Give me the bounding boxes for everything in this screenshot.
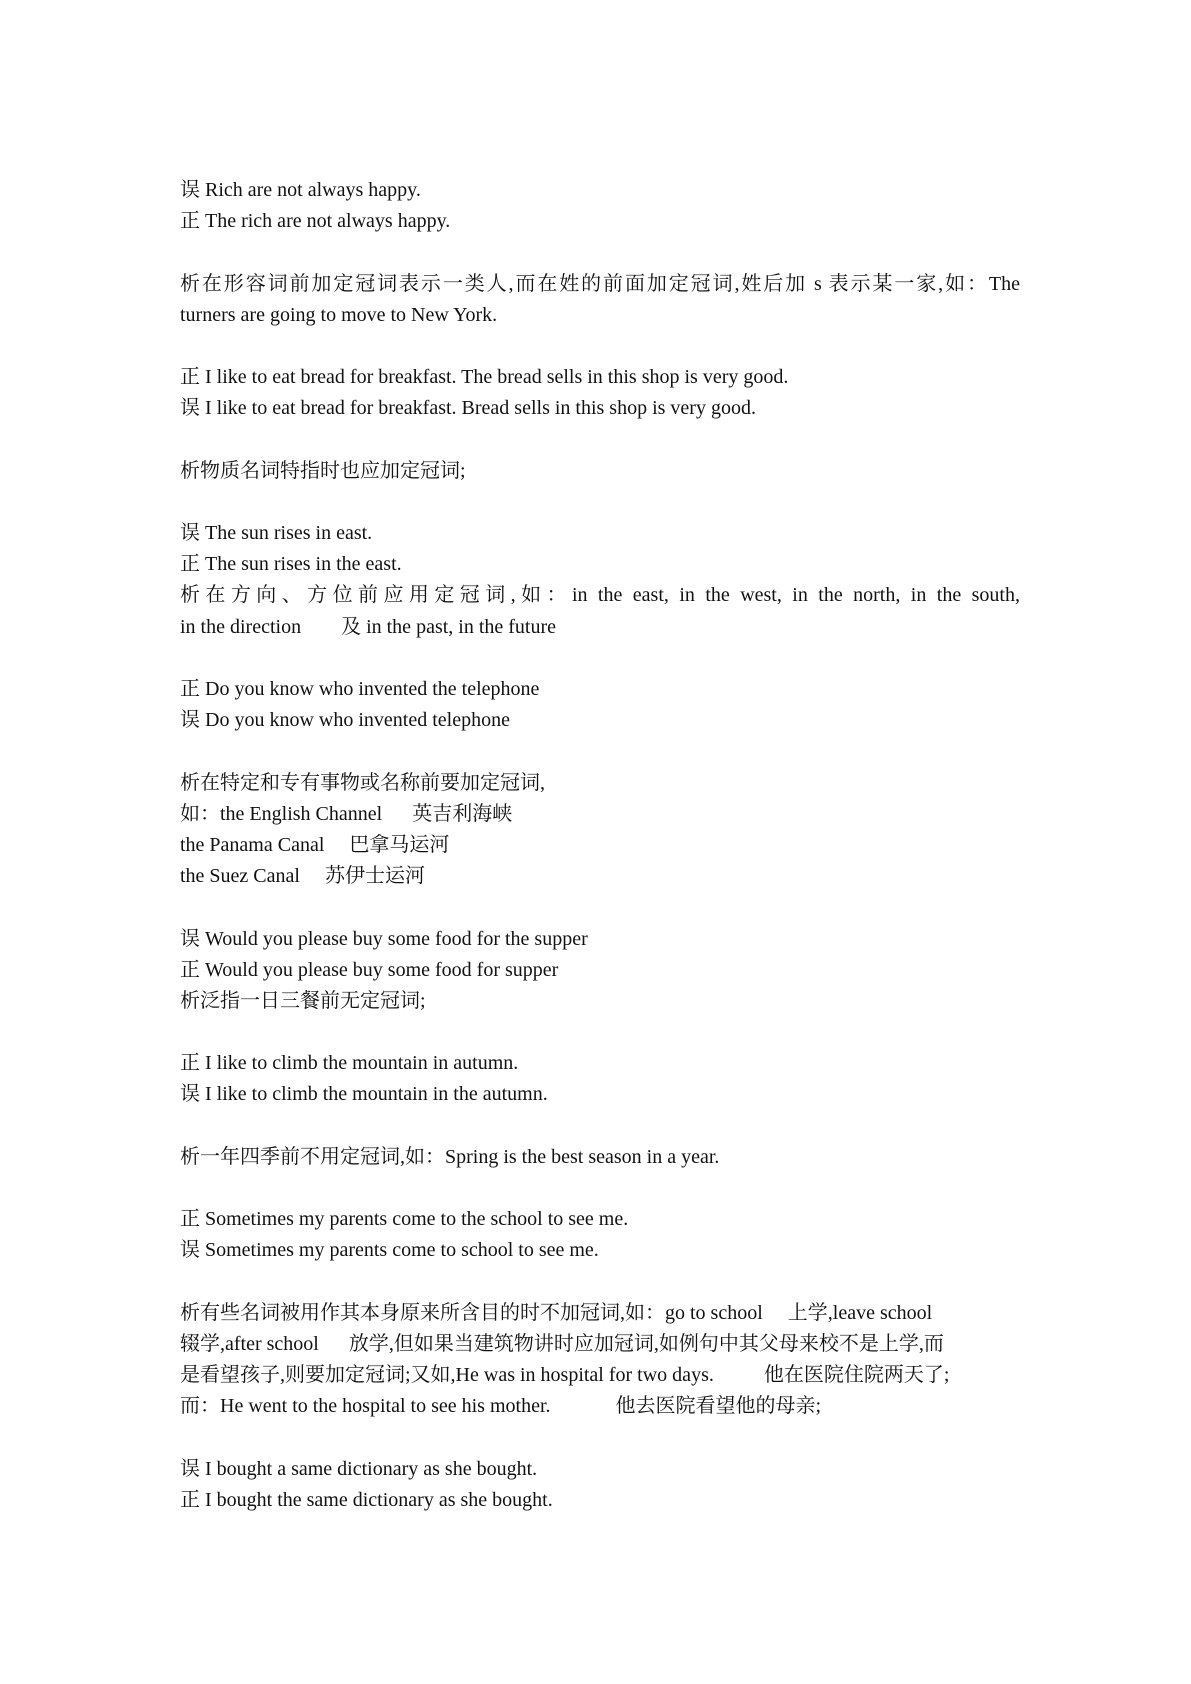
example-term: 如：the English Channel 英吉利海峡 bbox=[180, 802, 513, 825]
analysis-block-5 bbox=[180, 1298, 1020, 1423]
example-term: the Suez Canal 苏伊士运河 bbox=[180, 865, 425, 888]
spacer bbox=[180, 331, 1020, 362]
correct-sentence: 正 Would you please buy some food for supper bbox=[180, 958, 559, 981]
example-block-7 bbox=[180, 1204, 1020, 1266]
correct-sentence: 正 I bought the same dictionary as she bought. bbox=[180, 1488, 553, 1511]
analysis-line: 析物质名词特指时也应加定冠词; bbox=[180, 459, 466, 482]
example-block-6 bbox=[180, 1048, 1020, 1110]
example-block-5 bbox=[180, 924, 1020, 1018]
analysis-line: in the direction 及 in the past, in the future bbox=[180, 615, 557, 638]
spacer bbox=[180, 1173, 1020, 1204]
example-block-8 bbox=[180, 1454, 1020, 1516]
correct-sentence: 正 Sometimes my parents come to the school to see me. bbox=[180, 1208, 629, 1231]
example-block-1 bbox=[180, 175, 1020, 237]
spacer bbox=[180, 425, 1020, 456]
wrong-sentence: 误 I like to climb the mountain in the autumn. bbox=[180, 1083, 548, 1106]
spacer bbox=[180, 1423, 1020, 1454]
analysis-line: 析在形容词前加定冠词表示一类人,而在姓的前面加定冠词,姓后加 s 表示某一家,如：The bbox=[180, 272, 1020, 295]
wrong-sentence: 误 Rich are not always happy. bbox=[180, 179, 421, 201]
analysis-line: turners are going to move to New York. bbox=[180, 303, 498, 326]
spacer bbox=[180, 892, 1020, 923]
analysis-line: 析在方向、方位前应用定冠词,如：in the east, in the west, in the north, in the south, bbox=[180, 584, 1020, 607]
analysis-line: 辍学,after school 放学,但如果当建筑物讲时应加冠词,如例句中其父母来校不是上学,而 bbox=[180, 1332, 944, 1355]
analysis-line: 析泛指一日三餐前无定冠词; bbox=[180, 989, 426, 1012]
wrong-sentence: 误 Would you please buy some food for the supper bbox=[180, 927, 588, 950]
example-block-2 bbox=[180, 362, 1020, 424]
analysis-line: 析在特定和专有事物或名称前要加定冠词, bbox=[180, 771, 545, 794]
spacer bbox=[180, 736, 1020, 767]
spacer bbox=[180, 1267, 1020, 1298]
wrong-sentence: 误 I like to eat bread for breakfast. Bread sells in this shop is very good. bbox=[180, 397, 756, 420]
wrong-sentence: 误 I bought a same dictionary as she bought. bbox=[180, 1457, 538, 1480]
spacer bbox=[180, 643, 1020, 674]
wrong-sentence: 误 The sun rises in east. bbox=[180, 522, 373, 545]
analysis-block-4 bbox=[180, 1142, 1020, 1173]
analysis-line: 析有些名词被用作其本身原来所含目的时不加冠词,如：go to school 上学,leave school bbox=[180, 1301, 933, 1324]
analysis-line: 析一年四季前不用定冠词,如：Spring is the best season in a year. bbox=[180, 1145, 720, 1168]
spacer bbox=[180, 1017, 1020, 1048]
analysis-line: 而：He went to the hospital to see his mother. 他去医院看望他的母亲; bbox=[180, 1395, 822, 1418]
spacer bbox=[180, 487, 1020, 518]
analysis-block-1 bbox=[180, 269, 1020, 331]
example-term: the Panama Canal 巴拿马运河 bbox=[180, 833, 450, 856]
analysis-block-2 bbox=[180, 456, 1020, 487]
wrong-sentence: 误 Do you know who invented telephone bbox=[180, 709, 510, 732]
correct-sentence: 正 I like to climb the mountain in autumn. bbox=[180, 1052, 519, 1075]
spacer bbox=[180, 1111, 1020, 1142]
document-page bbox=[180, 175, 1020, 1516]
analysis-line: 是看望孩子,则要加定冠词;又如,He was in hospital for two days. 他在医院住院两天了; bbox=[180, 1364, 950, 1387]
wrong-sentence: 误 Sometimes my parents come to school to see me. bbox=[180, 1239, 599, 1262]
spacer bbox=[180, 237, 1020, 268]
analysis-block-3 bbox=[180, 768, 1020, 893]
example-block-3 bbox=[180, 518, 1020, 643]
example-block-4 bbox=[180, 674, 1020, 736]
correct-sentence: 正 Do you know who invented the telephone bbox=[180, 678, 540, 700]
correct-sentence: 正 The rich are not always happy. bbox=[180, 210, 451, 233]
correct-sentence: 正 I like to eat bread for breakfast. The bread sells in this shop is very good. bbox=[180, 366, 789, 389]
correct-sentence: 正 The sun rises in the east. bbox=[180, 553, 402, 576]
